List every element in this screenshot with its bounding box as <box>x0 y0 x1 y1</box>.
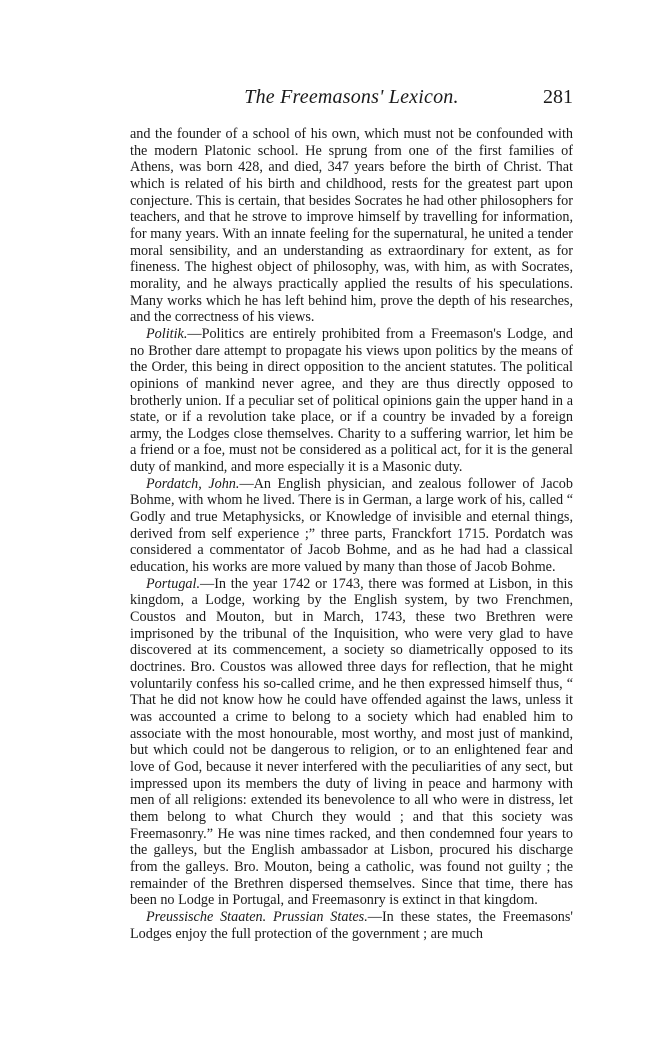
entry-text: —Politics are entirely prohibited from a Freemason's Lodge, and no Brother dare attempt to propagate his views upon politics by the means of the Order, this being in direct opposition to the ancient statutes. The political opinions of mankind never agree, and they are thus directly opposed to brotherly union. If a peculiar set of political opinions gain the upper hand in a state, or if a revolution take place, or if a country be invaded by a foreign army, the Lodges close themselves. Charity to a suffering warrior, let him be a friend or a foe, must not be considered as a political act, for it is the general duty of mankind, and more especially it is a Masonic duty. <box>130 325 573 476</box>
paragraph-plato-continued <box>130 126 573 326</box>
entry-headword: Preussische Staaten. Prussian States. <box>146 908 368 925</box>
entry-text: —In these states, the Freemasons' Lodges enjoy the full protection of the government ; are much <box>130 908 573 942</box>
entry-headword: Politik. <box>146 325 188 342</box>
entry-politik <box>130 326 573 476</box>
entry-headword: Pordatch, John. <box>146 475 240 492</box>
entry-preussische-staaten <box>130 909 573 942</box>
body-text <box>130 126 573 942</box>
entry-portugal <box>130 576 573 909</box>
entry-pordatch <box>130 476 573 576</box>
running-head <box>130 86 573 116</box>
entry-text: —In the year 1742 or 1743, there was formed at Lisbon, in this kingdom, a Lodge, working by the English system, by two Frenchmen, Coustos and Mouton, but in March, 1743, these two Brethren were imprisoned by the tribunal of the Inquisition, who were very glad to have discovered at its commencement, a society so diametrically opposed to its doctrines. Bro. Coustos was allowed three days for reflection, that he might voluntarily confess his so-called crime, and he then expressed himself thus, “ That he did not know how he could have offended against the laws, unless it was accounted a crime to belong to a society which had enabled him to associate with the most honourable, most worthy, and most just of mankind, but which could not be dangerous to religion, or to an enlightened fear and love of God, because it never interfered with the peculiarities of any sect, but impressed upon its members the duty of living in peace and harmony with men of all religions: extended its benevolence to all who were in distress, let them belong to what Church they would ; and that this society was Freemasonry.” He was nine times racked, and then condemned four years to the galleys, but the English ambassador at Lisbon, procured his discharge from the galleys. Bro. Mouton, being a catholic, was found not guilty ; the remainder of the Brethren dispersed themselves. Since that time, there has been no Lodge in Portugal, and Freemasonry is extinct in that kingdom. <box>130 575 573 909</box>
paragraph-text: and the founder of a school of his own, which must not be confounded with the modern Platonic school. He sprung from one of the first families of Athens, was born 428, and died, 347 years before the birth of Christ. That which is related of his birth and childhood, rests for the greatest part upon conjecture. This is certain, that besides Socrates he had other philosophers for teachers, and that he strove to improve himself by travelling for information, for many years. With an innate feeling for the supernatural, he united a tender moral sensibility, and an understanding as extraordinary for extent, as for fineness. The highest object of philosophy, was, with him, as with Socrates, morality, and he always practically applied the results of his speculations. Many works which he has left behind him, prove the depth of his researches, and the correctness of his views. <box>130 126 573 326</box>
entry-text: —An English physician, and zealous follower of Jacob Bohme, with whom he lived. There is in German, a large work of his, called “ Godly and true Metaphysicks, or Knowledge of invisible and eternal things, derived from self experience ;” three parts, Franckfort 1715. Pordatch was considered a commentator of Jacob Bohme, and as he had had a classical education, his works are more valued by many than those of Jacob Bohme. <box>130 475 573 576</box>
page-number: 281 <box>543 86 573 108</box>
running-title: The Freemasons' Lexicon. <box>244 86 459 108</box>
entry-headword: Portugal. <box>146 575 200 592</box>
